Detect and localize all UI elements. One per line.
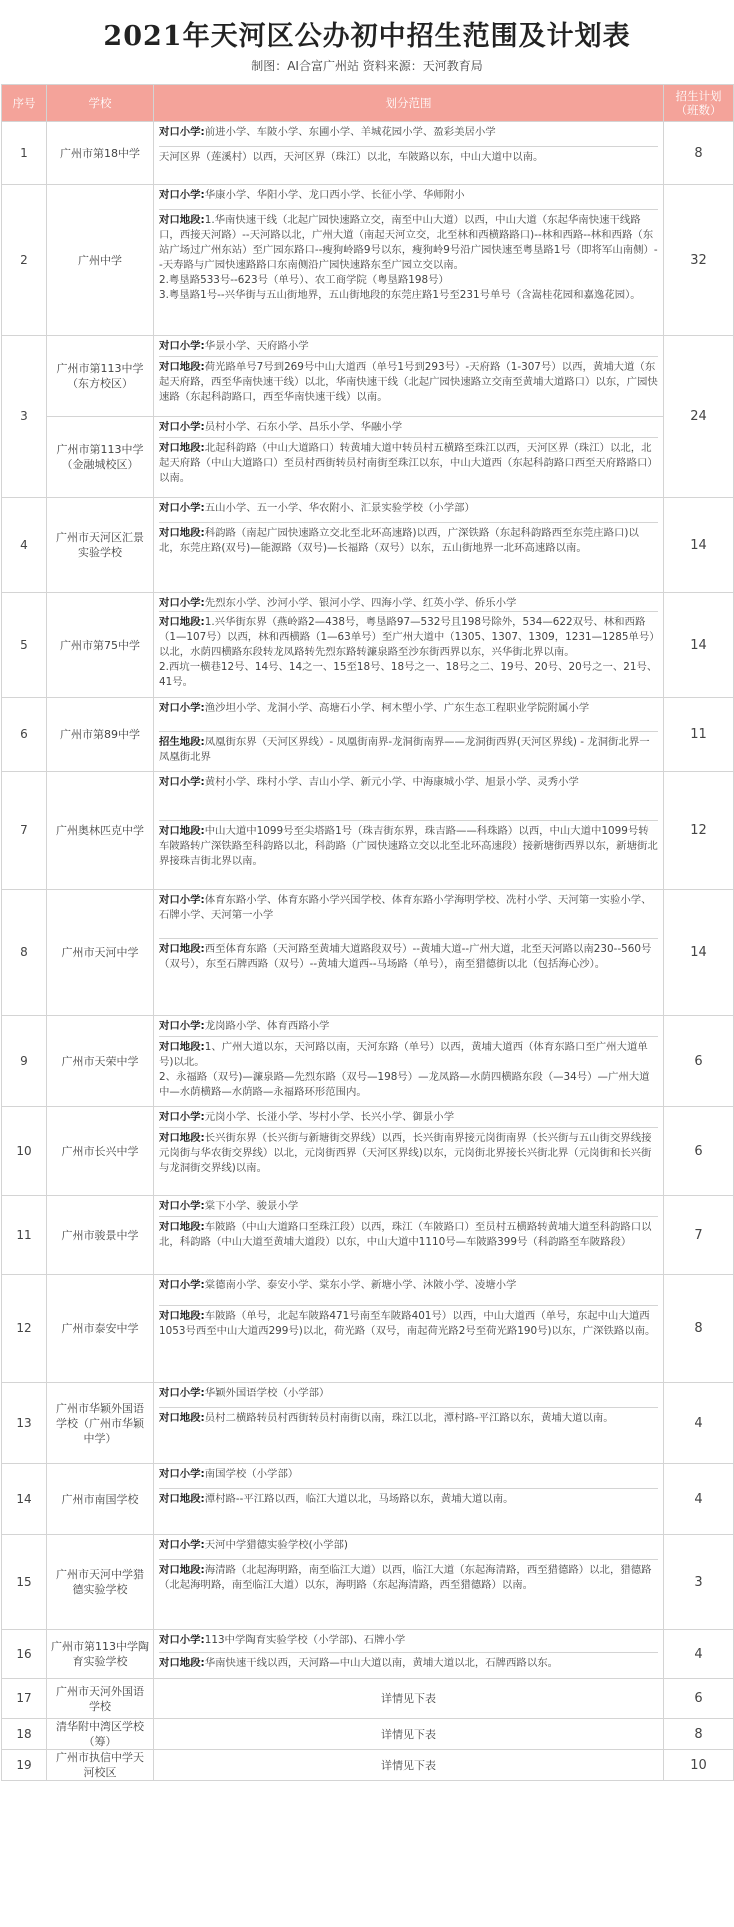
range-label: 对口小学: xyxy=(159,189,205,201)
range-label: 对口小学: xyxy=(159,126,205,138)
range-text: 体育东路小学、体育东路小学兴国学校、体育东路小学海明学校、冼村小学、天河第一实验小学、石牌小学、天河第一小学 xyxy=(159,894,652,921)
table-body xyxy=(2,122,734,1781)
plan-count: 14 xyxy=(664,498,734,593)
range-block xyxy=(159,1036,658,1106)
plan-count: 4 xyxy=(664,1464,734,1535)
header-school: 学校 xyxy=(47,85,154,122)
range-block xyxy=(159,1275,658,1305)
range-block xyxy=(159,593,658,611)
range-label: 对口小学: xyxy=(159,1279,205,1291)
range-block xyxy=(159,122,658,146)
range-label: 对口地段: xyxy=(159,442,205,454)
enrollment-table xyxy=(1,84,734,1781)
range-cell xyxy=(154,698,664,772)
range-cell xyxy=(154,185,664,336)
range-block xyxy=(159,1107,658,1127)
range-cell xyxy=(154,1535,664,1630)
table-row xyxy=(2,1016,734,1107)
row-index: 17 xyxy=(2,1679,47,1719)
detail-note: 详情见下表 xyxy=(154,1679,664,1719)
school-name: 广州市第75中学 xyxy=(47,593,154,698)
range-text: 113中学陶育实验学校（小学部)、石牌小学 xyxy=(204,1634,406,1646)
range-text: 北起科韵路（中山大道路口）转黄埔大道中转员村五横路至珠江以西，天河区界（珠江）以北，北起天府路（中山大道路口）至员村西街转员村南街至珠江以东，中山大道西（东起科韵路口西至天府路路口）以南。 xyxy=(159,442,658,484)
range-label: 对口小学: xyxy=(159,1387,205,1399)
range-text: 车陂路（单号，北起车陂路471号南至车陂路401号）以西，中山大道西（单号，东起中山大道西1053号西至中山大道西299号)以北，荷光路（双号，南起荷光路2号至荷光路190号)以东，广深铁路以南。 xyxy=(159,1310,656,1337)
school-name: 广州市第18中学 xyxy=(47,122,154,185)
plan-count: 10 xyxy=(664,1750,734,1781)
range-cell xyxy=(154,1383,664,1464)
range-label: 对口小学: xyxy=(159,702,205,714)
range-cell xyxy=(154,890,664,1016)
range-block xyxy=(159,1383,658,1407)
row-index: 5 xyxy=(2,593,47,698)
range-label: 对口小学: xyxy=(159,1111,205,1123)
row-index: 15 xyxy=(2,1535,47,1630)
table-row xyxy=(2,1107,734,1196)
row-index: 3 xyxy=(2,336,47,498)
range-cell xyxy=(154,1275,664,1383)
table-row xyxy=(2,1750,734,1781)
range-text: 2、永福路（双号)—濂泉路—先烈东路（双号—198号）—龙凤路—水荫四横路东段（—34号）—广州大道中—水荫横路—水荫路—永福路环形范围内。 xyxy=(159,1071,650,1098)
range-label: 对口小学: xyxy=(159,1200,205,1212)
range-cell xyxy=(154,1196,664,1275)
table-header-row xyxy=(2,85,734,122)
range-label: 对口地段: xyxy=(159,825,205,837)
range-text: 棠德南小学、泰安小学、棠东小学、新塘小学、沐陂小学、凌塘小学 xyxy=(204,1279,517,1291)
header-plan: 招生计划（班数） xyxy=(664,85,734,122)
plan-count: 4 xyxy=(664,1630,734,1679)
range-label: 对口地段: xyxy=(159,1564,205,1576)
row-index: 16 xyxy=(2,1630,47,1679)
row-index: 9 xyxy=(2,1016,47,1107)
range-label: 对口地段: xyxy=(159,361,205,373)
range-label: 对口地段: xyxy=(159,1132,205,1144)
range-label: 对口地段: xyxy=(159,1412,205,1424)
row-index: 4 xyxy=(2,498,47,593)
range-text: 2.粤垦路533号--623号（单号）、农工商学院（粤垦路198号） xyxy=(159,274,449,286)
range-block xyxy=(159,209,658,335)
range-block xyxy=(159,1464,658,1488)
range-cell xyxy=(154,122,664,185)
school-name: 广州市执信中学天河校区 xyxy=(47,1750,154,1781)
range-block xyxy=(159,1305,658,1382)
range-label: 对口小学: xyxy=(159,502,205,514)
table-row xyxy=(2,772,734,890)
range-text: 中山大道中1099号至尖塔路1号（珠吉街东界，珠吉路——科珠路）以西，中山大道中1099号转车陂路转广深铁路至科韵路以北，科韵路（广园快速路立交以北至北环高速段）接新塘街西界以东，新塘街北界接珠吉街北界以南。 xyxy=(159,825,658,867)
range-cell xyxy=(154,336,664,417)
range-text: 1.兴华街东界（燕岭路2—438号，粤垦路97—532号且198号除外，534—622双号、林和西路（1—107号）以西，林和西横路（1—63单号）至广州大道中（1305、1307、1309，1231—1285单号）以北，水荫四横路东段转龙凤路转先烈东路转濂泉路至沙东街西界以东，兴华街北界以南。 xyxy=(159,616,655,658)
school-name: 广州市天河中学猎德实验学校 xyxy=(47,1535,154,1630)
range-text: 员村二横路转员村西街转员村南街以南，珠江以北，潭村路-平江路以东，黄埔大道以南。 xyxy=(204,1412,614,1424)
range-block xyxy=(159,498,658,522)
range-text: 科韵路（南起广园快速路立交北至北环高速路)以西，广深铁路（东起科韵路西至东莞庄路口)以北，东莞庄路(双号)—能源路（双号)—长福路（双号）以东，五山街地界一北环高速路以南。 xyxy=(159,527,639,554)
school-name: 广州市华颖外国语学校（广州市华颖中学） xyxy=(47,1383,154,1464)
plan-count: 3 xyxy=(664,1535,734,1630)
table-row xyxy=(2,1464,734,1535)
range-label: 对口小学: xyxy=(159,776,205,788)
range-text: 南国学校（小学部） xyxy=(204,1468,299,1480)
range-text: 荷光路单号7号到269号中山大道西（单号1号到293号）-天府路（1-307号）以西，黄埔大道（东起天府路，西至华南快速干线）以北，华南快速干线（北起广园快速路立交南至黄埔大道路口）以东，广园快速路（东起科韵路口，西至华南快速干线）以南。 xyxy=(159,361,658,403)
range-cell xyxy=(154,498,664,593)
range-block xyxy=(159,1216,658,1274)
plan-count: 8 xyxy=(664,1275,734,1383)
school-name: 广州市第113中学陶育实验学校 xyxy=(47,1630,154,1679)
range-block xyxy=(159,731,658,771)
range-text: 西至体育东路（天河路至黄埔大道路段双号）--黄埔大道--广州大道，北至天河路以南230--560号（双号），东至石牌西路（双号）--黄埔大道西--马场路（单号），南至猎德街以北（包括海心沙）。 xyxy=(159,943,652,970)
detail-note: 详情见下表 xyxy=(154,1750,664,1781)
range-label: 对口地段: xyxy=(159,943,205,955)
range-text: 渔沙坦小学、龙洞小学、高塘石小学、柯木塱小学、广东生态工程职业学院附属小学 xyxy=(204,702,590,714)
plan-count: 11 xyxy=(664,698,734,772)
range-text: 华景小学、天府路小学 xyxy=(204,340,309,352)
range-block xyxy=(159,185,658,209)
school-name: 广州市天荣中学 xyxy=(47,1016,154,1107)
school-name: 广州市第89中学 xyxy=(47,698,154,772)
range-block xyxy=(159,820,658,889)
range-label: 对口小学: xyxy=(159,1468,205,1480)
range-text: 前进小学、车陂小学、东圃小学、羊城花园小学、盈彩美居小学 xyxy=(204,126,496,138)
range-cell xyxy=(154,1464,664,1535)
range-label: 对口小学: xyxy=(159,421,205,433)
range-label: 对口地段: xyxy=(159,1657,205,1669)
row-index: 19 xyxy=(2,1750,47,1781)
header-index: 序号 xyxy=(2,85,47,122)
range-block xyxy=(159,417,658,437)
range-label: 对口小学: xyxy=(159,1539,205,1551)
range-block xyxy=(159,437,658,497)
range-label: 对口小学: xyxy=(159,597,205,609)
row-index: 6 xyxy=(2,698,47,772)
plan-count: 24 xyxy=(664,336,734,498)
range-block xyxy=(159,1127,658,1195)
table-row xyxy=(2,1196,734,1275)
range-text: 元岗小学、长湴小学、岑村小学、长兴小学、御景小学 xyxy=(204,1111,455,1123)
range-text: 黄村小学、珠村小学、吉山小学、新元小学、中海康城小学、旭景小学、灵秀小学 xyxy=(204,776,579,788)
range-block xyxy=(159,1016,658,1036)
plan-count: 32 xyxy=(664,185,734,336)
school-name: 广州奥林匹克中学 xyxy=(47,772,154,890)
range-label: 对口地段: xyxy=(159,214,205,226)
range-text: 凤凰街东界（天河区界线）- 凤凰街南界-龙洞街南界——龙洞街西界(天河区界线) - 龙洞街北界一凤凰街北界 xyxy=(159,736,650,763)
range-block xyxy=(159,1535,658,1559)
table-row xyxy=(2,1383,734,1464)
school-name: 广州市长兴中学 xyxy=(47,1107,154,1196)
range-text: 1.华南快速干线（北起广园快速路立交，南至中山大道）以西，中山大道（东起华南快速干线路口，西接天河路）--天河路以北，广州大道（南起天河立交，北至林和西横路路口)--林和西路--林和西路（东站广场过广州东站）至广园东路口--瘦狗岭路9号以东，瘦狗岭9号沿广园快速至粤垦路1号（即将军山南侧）--天寿路与广园快速路路口东南侧沿广园快速路东至广园立交以南。 xyxy=(159,214,658,271)
school-name: 广州市骏景中学 xyxy=(47,1196,154,1275)
range-label: 对口地段: xyxy=(159,527,205,539)
range-block xyxy=(159,698,658,731)
range-text: 员村小学、石东小学、昌乐小学、华融小学 xyxy=(204,421,403,433)
range-label: 招生地段: xyxy=(159,736,205,748)
page-subtitle: 制图：AI合富广州站 资料来源：天河教育局 xyxy=(251,59,483,73)
plan-count: 6 xyxy=(664,1107,734,1196)
range-cell xyxy=(154,1016,664,1107)
row-index: 8 xyxy=(2,890,47,1016)
detail-note: 详情见下表 xyxy=(154,1719,664,1750)
range-block xyxy=(159,1196,658,1216)
table-row xyxy=(2,336,734,417)
table-row xyxy=(2,593,734,698)
plan-count: 7 xyxy=(664,1196,734,1275)
row-index: 13 xyxy=(2,1383,47,1464)
range-label: 对口小学: xyxy=(159,1020,205,1032)
range-label: 对口地段: xyxy=(159,1493,205,1505)
range-block xyxy=(159,1559,658,1629)
range-block xyxy=(159,522,658,592)
row-index: 10 xyxy=(2,1107,47,1196)
school-name: 广州市天河外国语学校 xyxy=(47,1679,154,1719)
school-name: 广州市南国学校 xyxy=(47,1464,154,1535)
range-text: 华南快速干线以西，天河路—中山大道以南，黄埔大道以北，石牌西路以东。 xyxy=(204,1657,558,1669)
school-name: 广州市天河区汇景实验学校 xyxy=(47,498,154,593)
table-row xyxy=(2,122,734,185)
school-name: 广州市第113中学（东方校区） xyxy=(47,336,154,417)
school-name: 广州中学 xyxy=(47,185,154,336)
table-row xyxy=(2,698,734,772)
range-block xyxy=(159,1652,658,1678)
range-text: 先烈东小学、沙河小学、银河小学、四海小学、红英小学、侨乐小学 xyxy=(204,597,517,609)
range-cell xyxy=(154,1107,664,1196)
range-block xyxy=(159,336,658,356)
range-text: 棠下小学、骏景小学 xyxy=(204,1200,299,1212)
range-cell xyxy=(154,417,664,498)
range-label: 对口地段: xyxy=(159,1221,205,1233)
plan-count: 14 xyxy=(664,593,734,698)
row-index: 1 xyxy=(2,122,47,185)
range-text: 天河中学猎德实验学校(小学部) xyxy=(204,1539,348,1551)
table-row xyxy=(2,890,734,1016)
range-cell xyxy=(154,1630,664,1679)
range-text: 华颖外国语学校（小学部） xyxy=(204,1387,330,1399)
school-name: 广州市第113中学（金融城校区） xyxy=(47,417,154,498)
range-block xyxy=(159,1488,658,1534)
range-block xyxy=(159,890,658,938)
range-block xyxy=(159,1407,658,1463)
plan-count: 8 xyxy=(664,1719,734,1750)
table-row xyxy=(2,1679,734,1719)
table-row xyxy=(2,1275,734,1383)
header-range: 划分范围 xyxy=(154,85,664,122)
range-label: 对口小学: xyxy=(159,340,205,352)
plan-count: 6 xyxy=(664,1016,734,1107)
row-index: 11 xyxy=(2,1196,47,1275)
range-cell xyxy=(154,593,664,698)
range-text: 潭村路--平江路以西，临江大道以北，马场路以东，黄埔大道以南。 xyxy=(204,1493,514,1505)
range-text: 车陂路（中山大道路口至珠江段）以西，珠江（车陂路口）至员村五横路转黄埔大道至科韵路口以北，科韵路（中山大道至黄埔大道段）以东，中山大道中1110号—车陂路399号（科韵路至车陂路段） xyxy=(159,1221,652,1248)
range-text: 龙岗路小学、体育西路小学 xyxy=(204,1020,330,1032)
range-text: 五山小学、五一小学、华农附小、汇景实验学校（小学部） xyxy=(204,502,475,514)
school-name: 广州市天河中学 xyxy=(47,890,154,1016)
range-text: 3.粤垦路1号--兴华街与五山街地界，五山街地段的东莞庄路1号至231号单号（含嵩桂花园和嘉逸花园）。 xyxy=(159,289,641,301)
range-cell xyxy=(154,772,664,890)
range-text: 2.西坑一横巷12号、14号、14之一、15至18号、18号之一、18号之二、19号、20号、20号之一、21号、41号。 xyxy=(159,661,658,688)
table-row xyxy=(2,185,734,336)
range-text: 海清路（北起海明路，南至临江大道）以西，临江大道（东起海清路，西至猎德路）以北，猎德路（北起海明路，南至临江大道）以东，海明路（东起海清路，西至猎德路）以南。 xyxy=(159,1564,652,1591)
range-text: 天河区界（莲溪村）以西，天河区界（珠江）以北，车陂路以东，中山大道中以南。 xyxy=(159,151,544,163)
plan-count: 8 xyxy=(664,122,734,185)
range-label: 对口地段: xyxy=(159,1310,205,1322)
table-row xyxy=(2,1719,734,1750)
table-row xyxy=(2,1630,734,1679)
table-row xyxy=(2,498,734,593)
plan-count: 4 xyxy=(664,1383,734,1464)
plan-count: 14 xyxy=(664,890,734,1016)
plan-count: 6 xyxy=(664,1679,734,1719)
range-block xyxy=(159,938,658,1015)
range-block xyxy=(159,1630,658,1652)
range-text: 1、广州大道以东，天河路以南，天河东路（单号）以西，黄埔大道西（体育东路口至广州大道单号)以北。 xyxy=(159,1041,648,1068)
row-index: 2 xyxy=(2,185,47,336)
page-title: 2021年天河区公办初中招生范围及计划表 xyxy=(103,21,631,52)
plan-count: 12 xyxy=(664,772,734,890)
table-row xyxy=(2,1535,734,1630)
table-row xyxy=(2,417,734,498)
range-label: 对口地段: xyxy=(159,616,205,628)
range-block xyxy=(159,146,658,184)
row-index: 7 xyxy=(2,772,47,890)
range-text: 长兴街东界（长兴街与新塘街交界线）以西，长兴街南界接元岗街南界（长兴街与五山街交界线接元岗街与华农街交界线）以北，元岗街西界（天河区界线)以东，元岗街北界接长兴街北界（元岗街和长兴街与龙洞街交界线)以南。 xyxy=(159,1132,652,1174)
range-label: 对口地段: xyxy=(159,1041,205,1053)
school-name: 清华附中湾区学校（筹） xyxy=(47,1719,154,1750)
row-index: 18 xyxy=(2,1719,47,1750)
row-index: 14 xyxy=(2,1464,47,1535)
range-label: 对口小学: xyxy=(159,894,205,906)
range-text: 华康小学、华阳小学、龙口西小学、长征小学、华师附小 xyxy=(204,189,465,201)
range-block xyxy=(159,772,658,820)
range-block xyxy=(159,611,658,697)
row-index: 12 xyxy=(2,1275,47,1383)
range-block xyxy=(159,356,658,416)
range-label: 对口小学: xyxy=(159,1634,205,1646)
school-name: 广州市泰安中学 xyxy=(47,1275,154,1383)
